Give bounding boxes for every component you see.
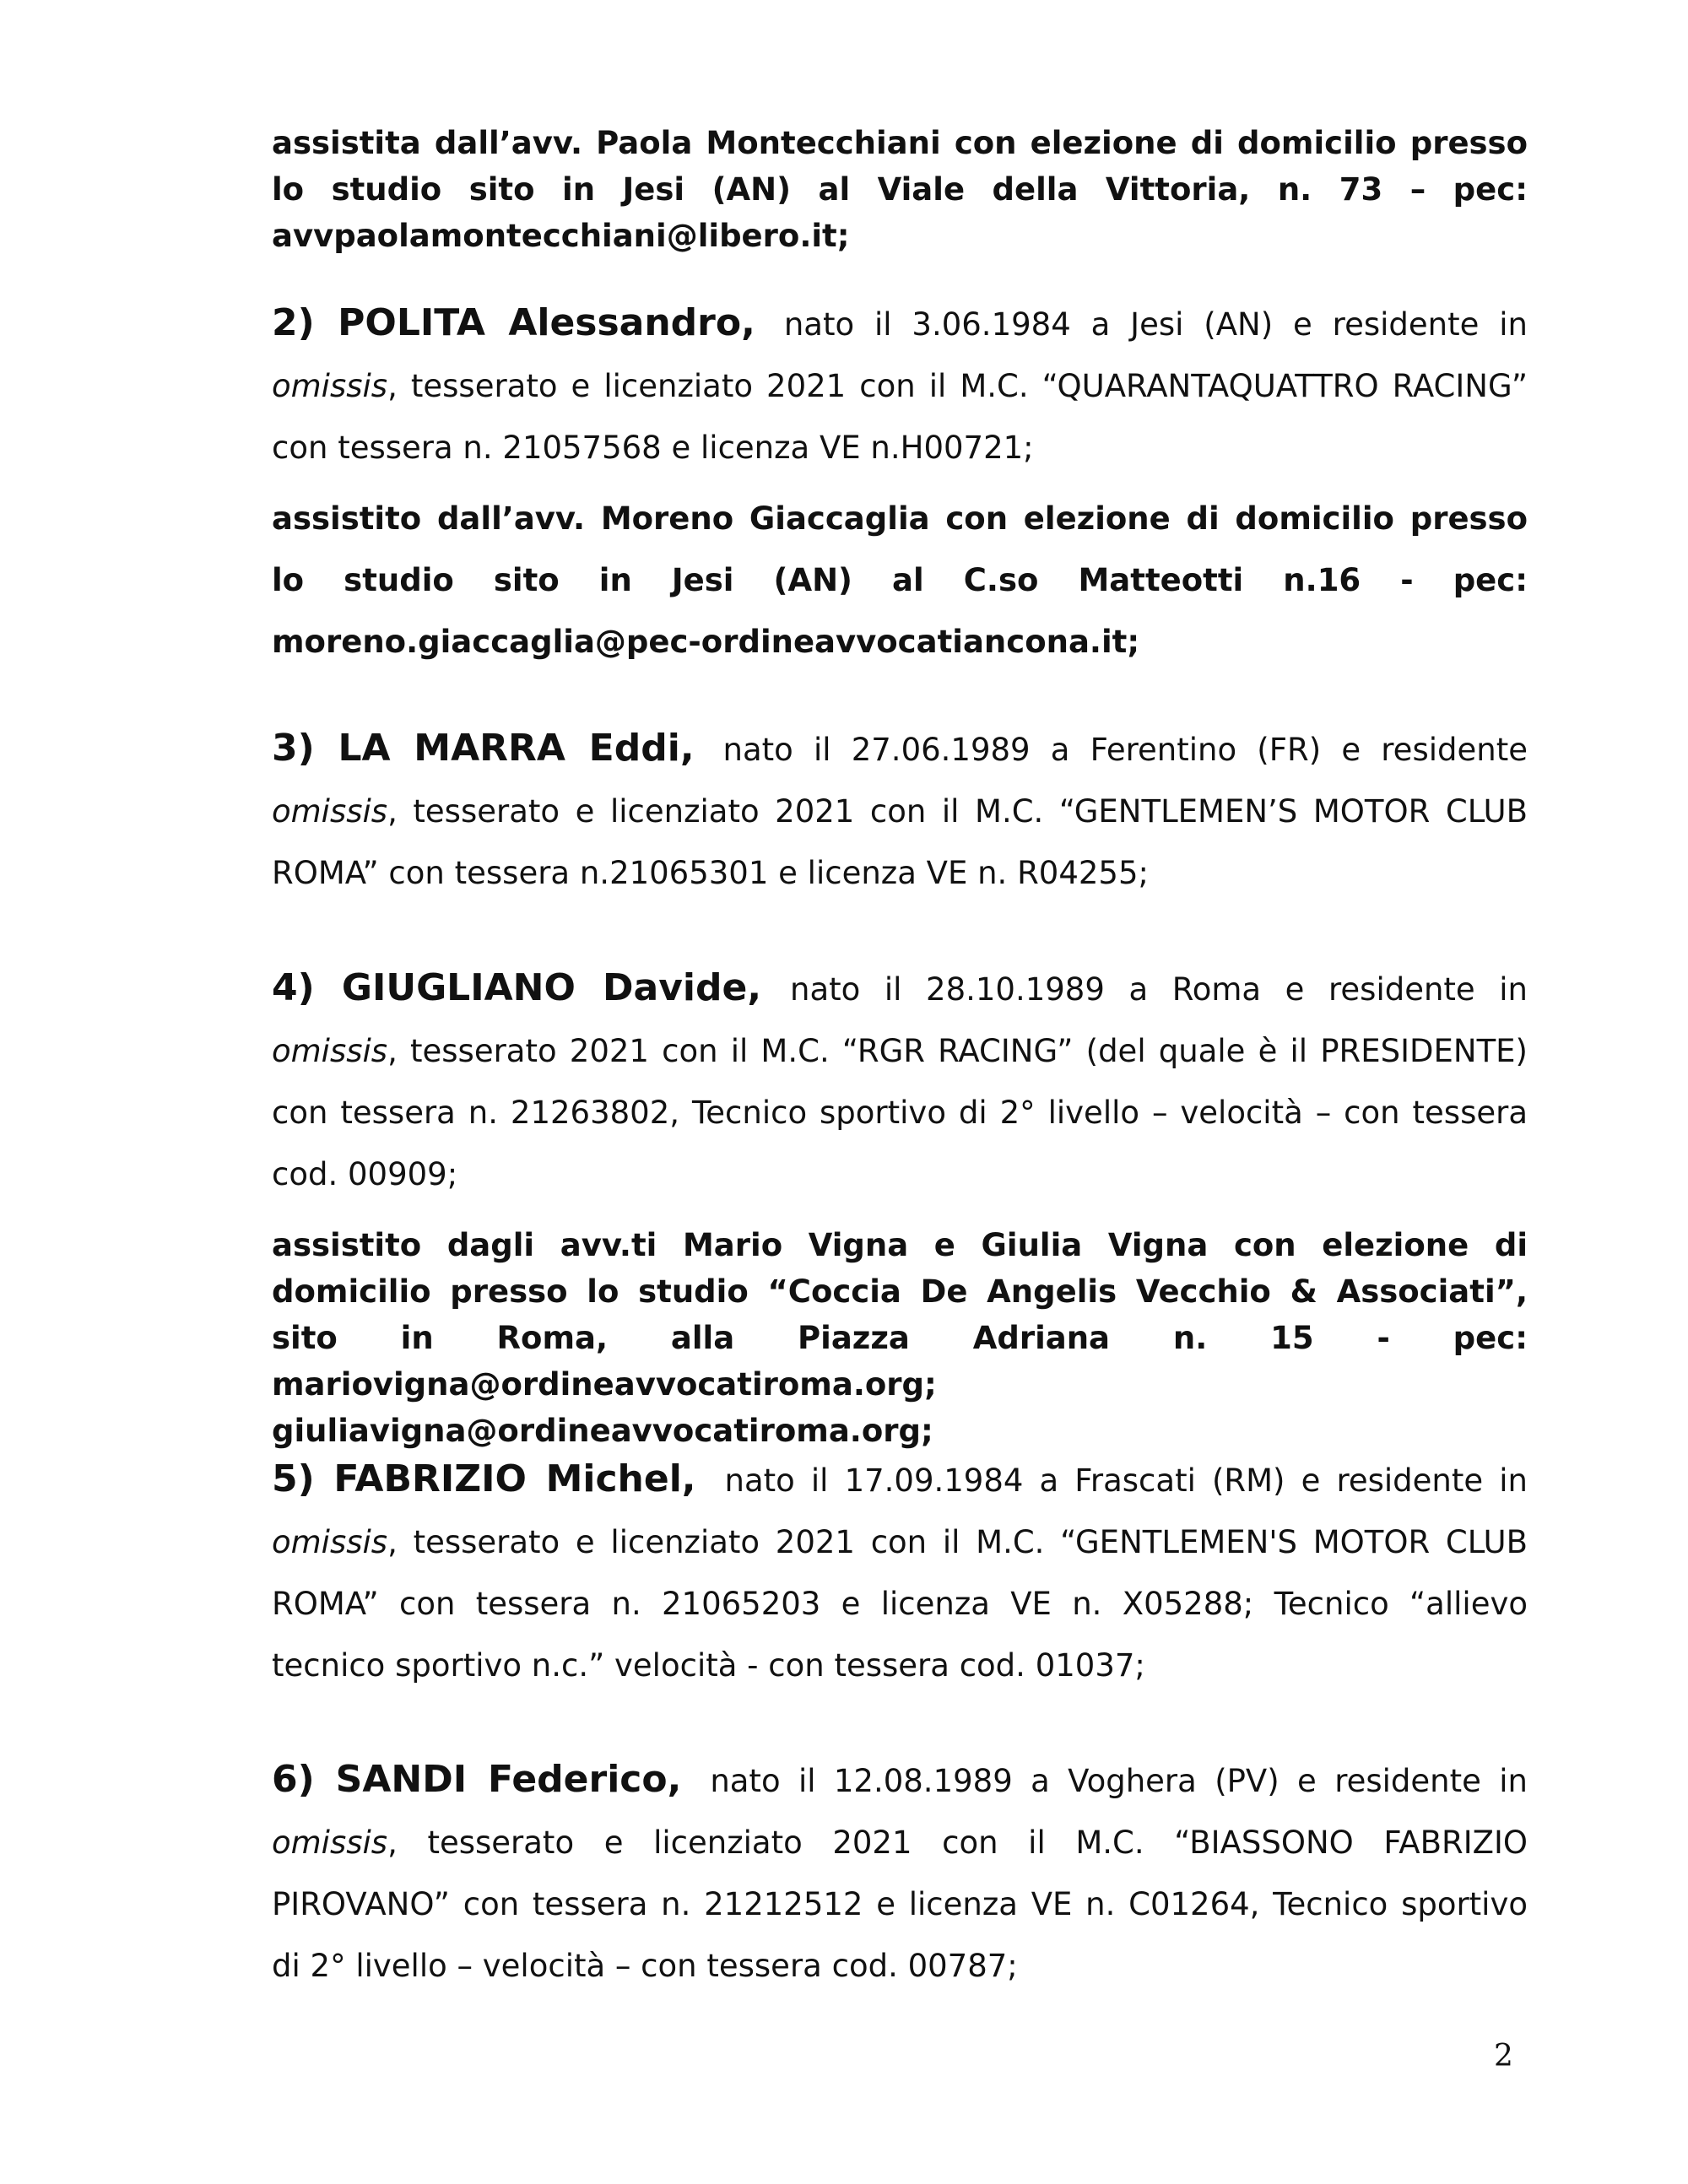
party-6 (272, 1749, 1528, 1997)
counsel-block-1 (272, 120, 1528, 259)
party-name: 2) POLITA Alessandro, (272, 301, 755, 344)
counsel-block-4 (272, 1222, 1528, 1454)
party-text: 3) LA MARRA Eddi, nato il 27.06.1989 a Ferentino (FR) e residente omissis, tesserato e licenziato 2021 con il M.C. “GENTLEMEN’S MOTOR CLUB ROMA” con tessera n.21065301 e licenza VE n. R04255; (272, 727, 1528, 891)
counsel-text: assistita dall’avv. Paola Montecchiani con elezione di domicilio presso lo studio sito in Jesi (AN) al Viale della Vittoria, n. 73 – pec: avvpaolamontecchiani@libero.it; (272, 125, 1528, 254)
party-name: 4) GIUGLIANO Davide, (272, 966, 762, 1009)
party-2 (272, 292, 1528, 478)
counsel-block-2 (272, 488, 1528, 673)
counsel-text: assistito dagli avv.ti Mario Vigna e Giulia Vigna con elezione di domicilio presso lo studio “Coccia De Angelis Vecchio & Associati”, sito in Roma, alla Piazza Adriana n. 15 - pec: mariovigna@ordineavvocatiroma.org; giuliavigna@ordineavvocatiroma.org; (272, 1227, 1528, 1449)
page-number: 2 (1494, 2039, 1513, 2073)
counsel-text: assistito dall’avv. Moreno Giaccaglia con elezione di domicilio presso lo studio sito in Jesi (AN) al C.so Matteotti n.16 - pec: moreno.giaccaglia@pec-ordineavvocatiancona.it; (272, 500, 1528, 660)
party-5 (272, 1448, 1528, 1696)
party-4 (272, 957, 1528, 1205)
party-name: 5) FABRIZIO Michel, (272, 1457, 696, 1500)
party-name: 3) LA MARRA Eddi, (272, 727, 695, 770)
party-name: 6) SANDI Federico, (272, 1758, 682, 1801)
party-3 (272, 717, 1528, 904)
party-text: 6) SANDI Federico, nato il 12.08.1989 a Voghera (PV) e residente in omissis, tesserato e licenziato 2021 con il M.C. “BIASSONO FABRIZIO PIROVANO” con tessera n. 21212512 e licenza VE n. C01264, Tecnico sportivo di 2° livello – velocità – con tessera cod. 00787; (272, 1758, 1528, 1984)
party-text: 4) GIUGLIANO Davide, nato il 28.10.1989 a Roma e residente in omissis, tesserato 2021 con il M.C. “RGR RACING” (del quale è il PRESIDENTE) con tessera n. 21263802, Tecnico sportivo di 2° livello – velocità – con tessera cod. 00909; (272, 966, 1528, 1192)
party-text: 5) FABRIZIO Michel, nato il 17.09.1984 a Frascati (RM) e residente in omissis, tesserato e licenziato 2021 con il M.C. “GENTLEMEN'S MOTOR CLUB ROMA” con tessera n. 21065203 e licenza VE n. X05288; Tecnico “allievo tecnico sportivo n.c.” velocità - con tessera cod. 01037; (272, 1457, 1528, 1684)
party-text: 2) POLITA Alessandro, nato il 3.06.1984 a Jesi (AN) e residente in omissis, tesserato e licenziato 2021 con il M.C. “QUARANTAQUATTRO RACING” con tessera n. 21057568 e licenza VE n.H00721; (272, 301, 1528, 466)
